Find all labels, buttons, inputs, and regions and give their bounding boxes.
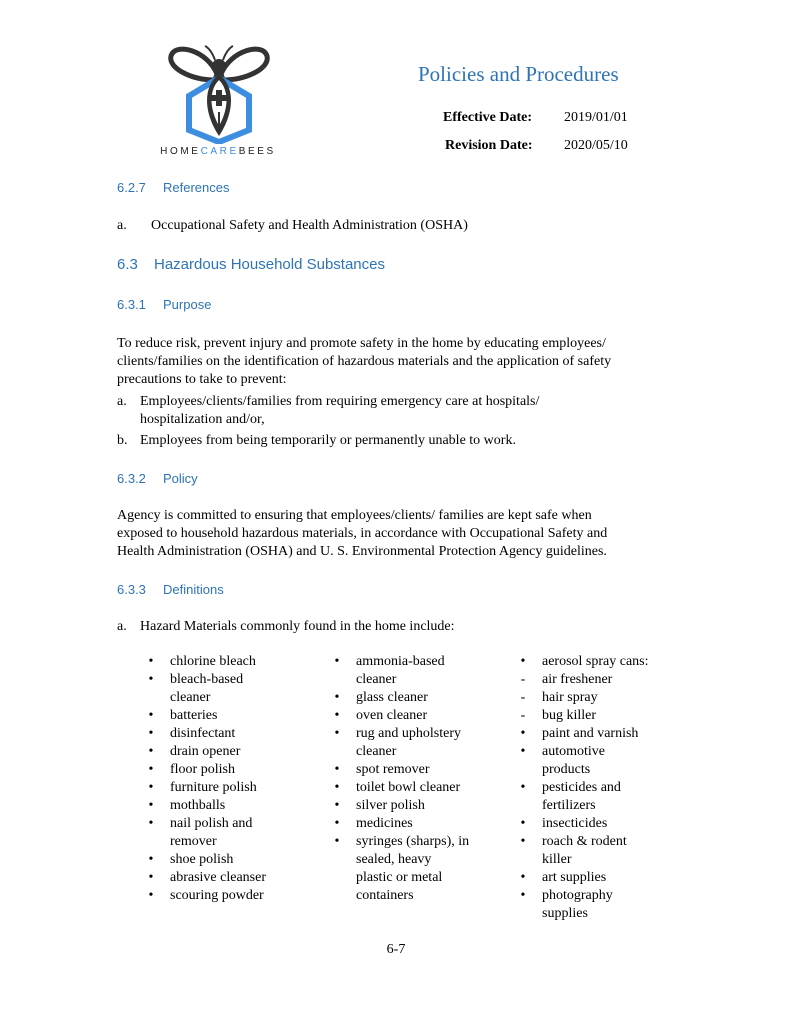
- bullet-marker: •: [334, 708, 340, 723]
- bullet-marker: •: [334, 834, 340, 849]
- section-title: References: [163, 180, 230, 195]
- list-item-text: art supplies: [542, 870, 607, 885]
- paragraph-line: Agency is committed to ensuring that employees/clients/ families are kept safe when: [117, 508, 592, 523]
- list-item: [332, 815, 512, 833]
- section-heading-policy: [117, 471, 198, 486]
- bullet-marker: •: [334, 762, 340, 777]
- list-item: [518, 833, 688, 869]
- dash-marker: -: [520, 690, 526, 705]
- bullet-marker: •: [334, 780, 340, 795]
- section-number: 6.3: [117, 256, 138, 273]
- bullet-marker: •: [148, 654, 154, 669]
- hazard-list-column-1: [146, 653, 326, 905]
- list-item-text: shoe polish: [170, 852, 234, 867]
- section-title: Hazardous Household Substances: [154, 256, 385, 273]
- section-title: Definitions: [163, 582, 224, 597]
- bullet-marker: •: [334, 816, 340, 831]
- list-item-text: drain opener: [170, 744, 241, 759]
- list-item: [332, 689, 512, 707]
- list-item-text: photography: [542, 888, 613, 903]
- bullet-marker: •: [520, 816, 526, 831]
- section-heading-definitions: [117, 582, 224, 597]
- bullet-marker: •: [334, 726, 340, 741]
- list-item-text: paint and varnish: [542, 726, 639, 741]
- list-item-text: nail polish and: [170, 816, 253, 831]
- list-item: [146, 797, 326, 815]
- list-item-text: bleach-based: [170, 672, 244, 687]
- list-item: [117, 618, 455, 636]
- section-title: Purpose: [163, 297, 212, 312]
- bullet-marker: •: [520, 726, 526, 741]
- bee-medical-logo-icon: [167, 44, 271, 144]
- list-item-text: medicines: [356, 816, 413, 831]
- section-number: 6.3.1: [117, 297, 146, 312]
- list-item: [117, 217, 468, 235]
- list-item: [518, 869, 688, 887]
- list-item-text: roach & rodent: [542, 834, 627, 849]
- list-item-text: Employees from being temporarily or permanently unable to work.: [140, 433, 516, 448]
- bullet-marker: •: [520, 870, 526, 885]
- list-item: [518, 689, 688, 707]
- list-item: [518, 743, 688, 779]
- effective-date-label: Effective Date:: [443, 110, 533, 125]
- section-title: Policy: [163, 471, 198, 486]
- list-item: [146, 851, 326, 869]
- list-item-text: chlorine bleach: [170, 654, 256, 669]
- bullet-marker: •: [334, 654, 340, 669]
- list-item-text: syringes (sharps), in: [356, 834, 470, 849]
- list-item: [518, 779, 688, 815]
- list-item: [332, 797, 512, 815]
- list-item: [117, 432, 516, 450]
- list-item-text: killer: [542, 852, 572, 867]
- list-item-text: cleaner: [356, 744, 397, 759]
- list-item-text: ammonia-based: [356, 654, 445, 669]
- list-item-text: cleaner: [356, 672, 397, 687]
- dash-marker: -: [520, 708, 526, 723]
- list-item-text: hospitalization and/or,: [140, 412, 265, 427]
- page-number: 6-7: [386, 942, 406, 957]
- section-heading-purpose: [117, 297, 211, 312]
- list-item-text: Occupational Safety and Health Administration (OSHA): [151, 218, 468, 233]
- list-item-text: remover: [170, 834, 217, 849]
- list-item-text: fertilizers: [542, 798, 596, 813]
- bullet-marker: •: [148, 672, 154, 687]
- list-item-text: plastic or metal: [356, 870, 443, 885]
- revision-date-label: Revision Date:: [445, 138, 533, 153]
- list-item: [518, 707, 688, 725]
- list-item-text: disinfectant: [170, 726, 236, 741]
- list-item-text: products: [542, 762, 591, 777]
- list-item: [518, 815, 688, 833]
- list-item: [146, 779, 326, 797]
- list-item: [332, 725, 512, 761]
- bullet-marker: •: [520, 780, 526, 795]
- list-item-text: furniture polish: [170, 780, 257, 795]
- hazard-list-column-3: [518, 653, 688, 923]
- list-item: [518, 671, 688, 689]
- list-item-text: silver polish: [356, 798, 425, 813]
- list-item-text: rug and upholstery: [356, 726, 461, 741]
- bullet-marker: •: [520, 744, 526, 759]
- list-item: [332, 761, 512, 779]
- list-item-text: bug killer: [542, 708, 597, 723]
- logo-wordmark: HOMECAREBEES: [160, 146, 276, 157]
- bullet-marker: •: [148, 798, 154, 813]
- list-item-text: hair spray: [542, 690, 598, 705]
- document-title: Policies and Procedures: [418, 62, 619, 86]
- list-item-text: abrasive cleanser: [170, 870, 266, 885]
- list-item-text: Hazard Materials commonly found in the home include:: [140, 619, 455, 634]
- list-marker: a.: [117, 394, 127, 409]
- bullet-marker: •: [520, 888, 526, 903]
- list-item-text: pesticides and: [542, 780, 621, 795]
- section-number: 6.3.2: [117, 471, 146, 486]
- section-heading-hazardous: [117, 256, 385, 273]
- section-number: 6.3.3: [117, 582, 146, 597]
- bullet-marker: •: [520, 654, 526, 669]
- list-item-text: air freshener: [542, 672, 613, 687]
- bullet-marker: •: [148, 888, 154, 903]
- bullet-marker: •: [148, 708, 154, 723]
- bullet-marker: •: [148, 870, 154, 885]
- list-item: [146, 653, 326, 671]
- paragraph-line: Health Administration (OSHA) and U. S. Environmental Protection Agency guidelines.: [117, 544, 607, 559]
- list-item-text: oven cleaner: [356, 708, 428, 723]
- bullet-marker: •: [334, 798, 340, 813]
- paragraph-line: To reduce risk, prevent injury and promote safety in the home by educating employees/: [117, 336, 606, 351]
- list-item: [146, 671, 326, 707]
- list-item-text: automotive: [542, 744, 605, 759]
- policy-paragraph: [117, 507, 677, 561]
- bullet-marker: •: [520, 834, 526, 849]
- bullet-marker: •: [148, 726, 154, 741]
- list-item-text: cleaner: [170, 690, 211, 705]
- list-item-text: glass cleaner: [356, 690, 428, 705]
- bullet-marker: •: [334, 690, 340, 705]
- hazard-list-column-2: [332, 653, 512, 905]
- list-item-text: toilet bowl cleaner: [356, 780, 461, 795]
- list-item: [518, 887, 688, 923]
- company-logo: [150, 44, 286, 160]
- list-item: [146, 869, 326, 887]
- list-item-text: containers: [356, 888, 414, 903]
- list-item: [332, 779, 512, 797]
- list-item: [518, 653, 688, 671]
- list-item-text: insecticides: [542, 816, 608, 831]
- list-item: [146, 725, 326, 743]
- list-marker: b.: [117, 433, 128, 448]
- list-item-text: mothballs: [170, 798, 226, 813]
- paragraph-line: clients/families on the identification of hazardous materials and the application of safety: [117, 354, 612, 369]
- revision-date-value: 2020/05/10: [564, 138, 628, 153]
- paragraph-line: precautions to take to prevent:: [117, 372, 287, 387]
- list-item: [332, 707, 512, 725]
- effective-date-value: 2019/01/01: [564, 110, 628, 125]
- list-item-text: spot remover: [356, 762, 430, 777]
- section-heading-references: [117, 180, 229, 195]
- section-number: 6.2.7: [117, 180, 146, 195]
- list-item: [518, 725, 688, 743]
- list-item: [332, 833, 512, 905]
- bullet-marker: •: [148, 762, 154, 777]
- bullet-marker: •: [148, 816, 154, 831]
- list-item-text: sealed, heavy: [356, 852, 432, 867]
- list-item: [146, 815, 326, 851]
- list-item: [146, 707, 326, 725]
- dash-marker: -: [520, 672, 526, 687]
- list-item-text: supplies: [542, 906, 588, 921]
- list-item: [146, 761, 326, 779]
- list-item-text: scouring powder: [170, 888, 264, 903]
- list-item-text: floor polish: [170, 762, 235, 777]
- list-item: [146, 743, 326, 761]
- list-item: [332, 653, 512, 689]
- purpose-paragraph: [117, 335, 677, 389]
- bullet-marker: •: [148, 744, 154, 759]
- list-item-text: Employees/clients/families from requiring emergency care at hospitals/: [140, 394, 540, 409]
- list-item-text: batteries: [170, 708, 218, 723]
- list-marker: a.: [117, 218, 127, 233]
- bullet-marker: •: [148, 780, 154, 795]
- list-marker: a.: [117, 619, 127, 634]
- paragraph-line: exposed to household hazardous materials, in accordance with Occupational Safety and: [117, 526, 608, 541]
- bullet-marker: •: [148, 852, 154, 867]
- list-item-text: aerosol spray cans:: [542, 654, 649, 669]
- list-item: [117, 393, 539, 429]
- list-item: [146, 887, 326, 905]
